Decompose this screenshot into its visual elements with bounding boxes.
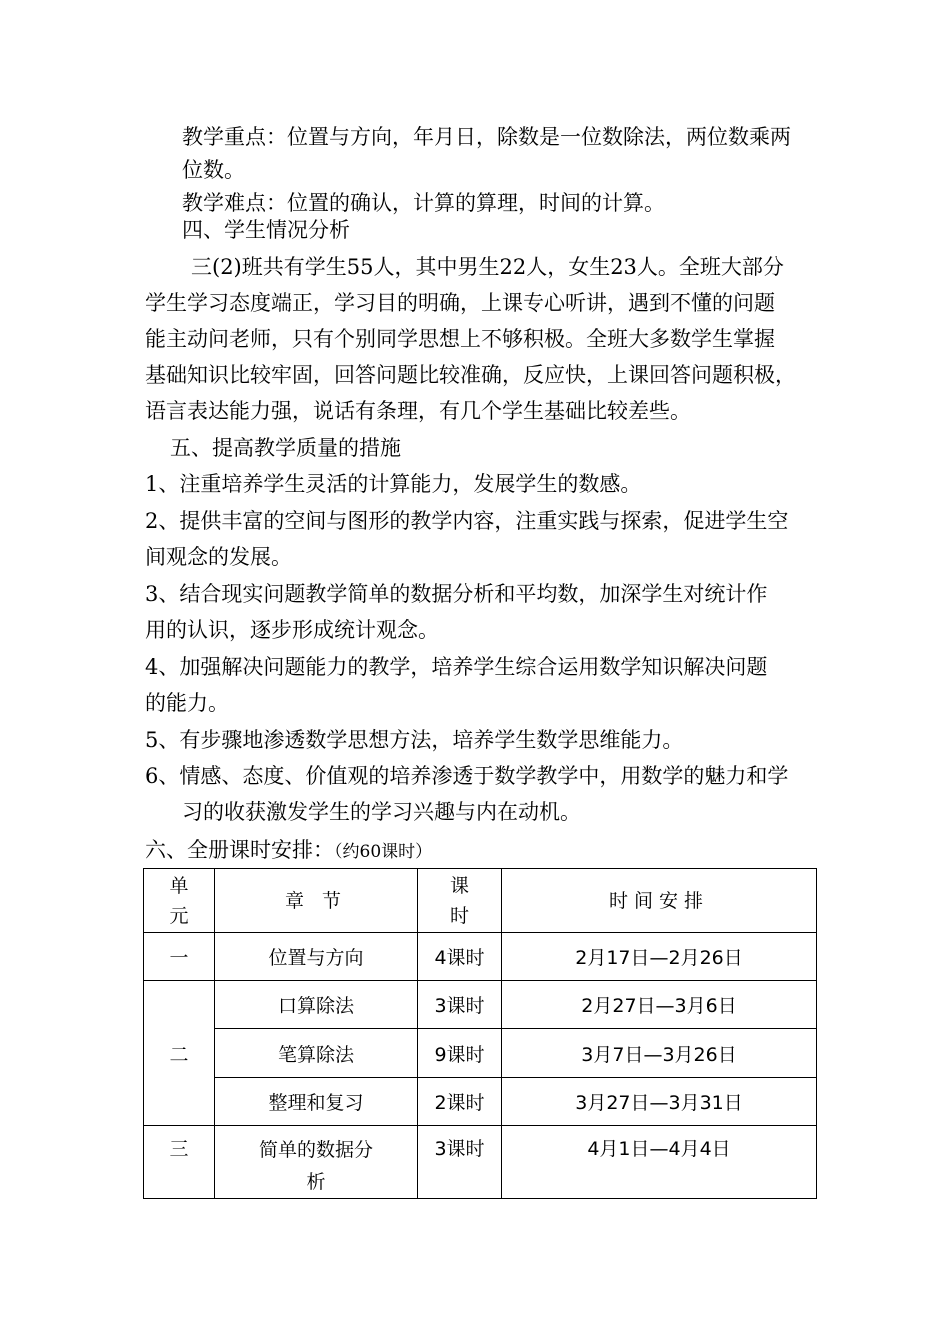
- hours-cell: 2课时: [418, 1078, 502, 1126]
- header-unit: [144, 869, 215, 933]
- analysis-line-4: 基础知识比较牢固，回答问题比较准确，反应快，上课回答问题积极，: [145, 363, 796, 387]
- chapter-cell: 位置与方向: [215, 933, 418, 981]
- measure-4-line-2: 的能力。: [145, 691, 229, 715]
- measure-5: 5、有步骤地渗透数学思想方法，培养学生数学思维能力。: [145, 728, 684, 752]
- time-cell: 4月1日—4月4日: [502, 1126, 817, 1199]
- hours-cell: 4课时: [418, 933, 502, 981]
- unit-cell: 三: [144, 1126, 215, 1199]
- measure-3-line-2: 用的认识，逐步形成统计观念。: [145, 618, 439, 642]
- table-row: [144, 981, 817, 1029]
- time-cell: 3月7日—3月26日: [502, 1029, 817, 1078]
- section6-note: （约60课时）: [334, 842, 433, 862]
- measure-6-line-2: 习的收获激发学生的学习兴趣与内在动机。: [182, 800, 581, 824]
- hours-cell: 9课时: [418, 1029, 502, 1078]
- chapter-cell: 整理和复习: [215, 1078, 418, 1126]
- chapter-line-1: 简单的数据分: [258, 1139, 373, 1161]
- table-header-row: [144, 869, 817, 933]
- unit-cell: 一: [144, 933, 215, 981]
- chapter-cell: [215, 1126, 418, 1199]
- table-row: [144, 1029, 817, 1078]
- measure-3-line-1: 3、结合现实问题教学简单的数据分析和平均数，加深学生对统计作: [145, 582, 768, 606]
- key-points-line-2: 位数。: [182, 158, 245, 182]
- analysis-line-5: 语言表达能力强，说话有条理，有几个学生基础比较差些。: [145, 399, 691, 423]
- time-cell: 3月27日—3月31日: [502, 1078, 817, 1126]
- analysis-line-3: 能主动问老师，只有个别同学思想上不够积极。全班大多数学生掌握: [145, 327, 775, 351]
- measure-6-line-1: 6、情感、态度、价值观的培养渗透于数学教学中，用数学的魅力和学: [145, 764, 789, 788]
- difficult-points: 教学难点：位置的确认，计算的算理，时间的计算。: [182, 191, 665, 215]
- header-unit-line-1: 单: [169, 874, 189, 897]
- analysis-line-1: 三(2)班共有学生55人，其中男生22人，女生23人。全班大部分: [191, 255, 784, 279]
- time-cell: 2月17日—2月26日: [502, 933, 817, 981]
- section6-heading-text: 六、全册课时安排：: [145, 838, 334, 862]
- key-points-line-1: 教学重点：位置与方向，年月日，除数是一位数除法，两位数乘两: [182, 125, 791, 149]
- measure-1: 1、注重培养学生灵活的计算能力，发展学生的数感。: [145, 472, 642, 496]
- header-time: 时间安排: [502, 869, 817, 933]
- measure-4-line-1: 4、加强解决问题能力的教学，培养学生综合运用数学知识解决问题: [145, 655, 768, 679]
- table-row: [144, 1078, 817, 1126]
- section4-heading: 四、学生情况分析: [182, 218, 350, 242]
- table-row: [144, 1126, 817, 1199]
- unit-cell: 二: [144, 981, 215, 1126]
- header-unit-line-2: 元: [169, 904, 189, 927]
- hours-cell: 3课时: [418, 981, 502, 1029]
- time-cell: 2月27日—3月6日: [502, 981, 817, 1029]
- section6-heading: [145, 836, 432, 866]
- schedule-table: [143, 868, 817, 1199]
- chapter-cell: 口算除法: [215, 981, 418, 1029]
- chapter-line-2: 析: [306, 1171, 326, 1193]
- header-chapter: 章 节: [215, 869, 418, 933]
- section5-heading: 五、提高教学质量的措施: [170, 436, 401, 460]
- header-hours-line-1: 课: [449, 874, 469, 897]
- analysis-line-2: 学生学习态度端正，学习目的明确，上课专心听讲，遇到不懂的问题: [145, 291, 775, 315]
- header-hours-line-2: 时: [449, 904, 469, 927]
- chapter-cell: 笔算除法: [215, 1029, 418, 1078]
- table-row: [144, 933, 817, 981]
- measure-2-line-1: 2、提供丰富的空间与图形的教学内容，注重实践与探索，促进学生空: [145, 509, 789, 533]
- header-hours: [418, 869, 502, 933]
- hours-cell: 3课时: [418, 1126, 502, 1199]
- measure-2-line-2: 间观念的发展。: [145, 545, 292, 569]
